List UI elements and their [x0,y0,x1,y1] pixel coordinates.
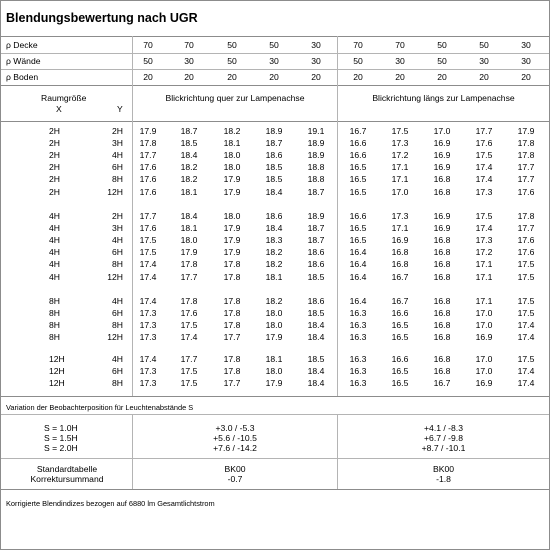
ugr-value: 16.7 [349,126,367,136]
room-y-value: 2H [112,126,123,136]
ugr-value: 16.8 [433,320,451,331]
ugr-value: 18.5 [307,271,325,282]
ugr-value: 16.4 [349,247,367,258]
variation-along-2: +6.7 / -9.8 [424,433,463,443]
ugr-value: 17.8 [517,138,535,149]
ugr-value: 17.7 [180,354,198,364]
ugr-value: 17.7 [517,162,535,173]
ugr-value: 17.7 [475,126,493,136]
ugr-value: 16.8 [433,247,451,258]
ugr-value: 16.5 [349,162,367,173]
ugr-value: 18.6 [307,296,325,306]
ugr-value: 17.3 [475,186,493,197]
room-x-value: 4H [49,211,60,221]
ugr-value: 16.9 [433,150,451,161]
ugr-value: 17.7 [139,211,157,221]
ugr-value: 17.5 [475,211,493,221]
reflectance-value: 30 [311,40,321,50]
room-x-value: 2H [49,186,60,197]
ugr-value: 18.9 [307,211,325,221]
ugr-value: 16.3 [349,378,367,389]
reflectance-value: 50 [353,56,363,66]
ugr-value: 17.3 [139,366,157,377]
ugr-value: 18.1 [223,138,241,149]
room-y-value: 8H [112,378,123,389]
ugr-value: 17.0 [433,126,451,136]
ugr-value: 16.5 [349,223,367,234]
room-y-value: 12H [107,186,123,197]
room-y-value: 8H [112,320,123,331]
ugr-value: 17.3 [139,308,157,319]
variation-bottom-divider [1,458,549,459]
ugr-value: 17.4 [517,332,535,343]
ugr-value: 16.8 [433,235,451,246]
ugr-value: 16.5 [391,378,409,389]
ugr-value: 16.6 [349,138,367,149]
ugr-value: 17.5 [517,296,535,306]
room-y-value: 3H [112,138,123,149]
room-x-value: 2H [49,126,60,136]
ugr-value: 17.8 [139,138,157,149]
ugr-value: 17.4 [139,271,157,282]
ugr-value: 17.6 [475,138,493,149]
ugr-value: 16.7 [391,271,409,282]
reflectance-value: 70 [143,40,153,50]
ugr-value: 18.0 [180,235,198,246]
reflectance-value: 20 [269,72,279,82]
ugr-value: 17.9 [223,223,241,234]
ugr-value: 18.7 [307,235,325,246]
ugr-value: 16.9 [391,235,409,246]
variation-cross-3: +7.6 / -14.2 [213,443,257,453]
ugr-value: 18.5 [265,162,283,173]
reflectance-value: 20 [437,72,447,82]
room-y-value: 12H [107,271,123,282]
ugr-value: 17.4 [475,174,493,185]
table-bottom-divider [1,396,549,397]
ugr-value: 17.5 [391,126,409,136]
ugr-value: 17.8 [223,366,241,377]
ugr-value: 18.7 [180,126,198,136]
reflectance-value: 30 [184,56,194,66]
ugr-value: 18.8 [307,162,325,173]
room-y-value: 12H [107,332,123,343]
variation-s3: S = 2.0H [44,443,78,453]
reflectance-row-label: ρ Decke [6,40,38,50]
ugr-value: 16.5 [349,186,367,197]
correction-label: Korrektursummand [30,474,104,484]
reflectance-value: 20 [311,72,321,82]
ugr-value: 17.5 [517,354,535,364]
ugr-value: 17.4 [475,223,493,234]
ugr-value: 17.1 [475,271,493,282]
ugr-value: 16.3 [349,332,367,343]
room-x-value: 2H [49,138,60,149]
ugr-value: 16.8 [391,259,409,270]
ugr-value: 18.7 [307,223,325,234]
ugr-value: 17.4 [139,354,157,364]
ugr-value: 17.7 [517,223,535,234]
ugr-value: 18.4 [265,186,283,197]
reflectance-row-label: ρ Boden [6,72,39,82]
ugr-value: 17.4 [517,378,535,389]
ugr-value: 16.5 [391,332,409,343]
ugr-value: 17.2 [391,150,409,161]
footnote: Korrigierte Blendindizes bezogen auf 6880 lm Gesamtlichtstrom [6,499,215,508]
ugr-value: 17.4 [139,296,157,306]
page-title: Blendungsbewertung nach UGR [6,11,198,25]
reflectance-value: 20 [143,72,153,82]
ugr-value: 17.4 [475,162,493,173]
ugr-value: 16.8 [433,366,451,377]
reflectance-value: 70 [353,40,363,50]
ugr-value: 18.1 [180,223,198,234]
ugr-value: 18.6 [307,259,325,270]
ugr-value: 17.5 [475,150,493,161]
ugr-value: 17.0 [391,186,409,197]
room-x-value: 4H [49,223,60,234]
ugr-value: 18.7 [265,138,283,149]
room-y-value: 4H [112,296,123,306]
ugr-value: 17.6 [139,186,157,197]
x-label: X [56,104,62,114]
room-x-value: 8H [49,308,60,319]
ugr-value: 18.0 [265,308,283,319]
ugr-value: 17.3 [391,138,409,149]
ugr-value: 18.8 [307,174,325,185]
ugr-value: 17.8 [517,211,535,221]
ugr-value: 18.9 [307,150,325,161]
ugr-value: 17.3 [391,211,409,221]
standard-cross-correction: -0.7 [227,474,243,484]
ugr-value: 17.7 [223,378,241,389]
ugr-value: 18.5 [307,308,325,319]
variation-cross-1: +3.0 / -5.3 [215,423,255,433]
ugr-value: 16.3 [349,366,367,377]
ugr-value: 16.9 [433,211,451,221]
ugr-value: 18.1 [265,354,283,364]
reflectance-value: 20 [227,72,237,82]
ugr-value: 17.8 [180,296,198,306]
variation-divider [1,414,549,415]
ugr-value: 18.5 [307,354,325,364]
variation-s1: S = 1.0H [44,423,78,433]
ugr-value: 16.6 [349,211,367,221]
ugr-value: 17.9 [139,126,157,136]
ugr-value: 18.7 [307,186,325,197]
reflectance-value: 70 [184,40,194,50]
ugr-value: 16.5 [349,174,367,185]
ugr-value: 17.6 [180,308,198,319]
ugr-value: 16.7 [433,378,451,389]
ugr-value: 17.4 [180,332,198,343]
ugr-value: 16.8 [433,186,451,197]
ugr-value: 18.4 [180,150,198,161]
variation-label: Variation der Beobachterposition für Leuchtenabstände S [6,403,194,412]
reflectance-value: 50 [227,40,237,50]
reflectance-value: 20 [353,72,363,82]
ugr-value: 17.1 [391,223,409,234]
ugr-value: 17.1 [475,259,493,270]
ugr-value: 18.4 [307,378,325,389]
ugr-value: 17.6 [517,247,535,258]
reflectance-value: 50 [437,40,447,50]
ugr-value: 18.0 [223,162,241,173]
ugr-value: 18.2 [265,259,283,270]
standard-along-correction: -1.8 [436,474,451,484]
standard-table-label: Standardtabelle [36,464,98,474]
ugr-value: 17.9 [223,174,241,185]
ugr-value: 16.7 [391,296,409,306]
room-y-value: 6H [112,308,123,319]
ugr-value: 17.4 [139,259,157,270]
ugr-value: 17.6 [139,162,157,173]
ugr-value: 18.4 [265,223,283,234]
ugr-value: 18.4 [307,366,325,377]
ugr-value: 16.5 [391,320,409,331]
room-y-value: 4H [112,354,123,364]
ugr-value: 16.9 [433,138,451,149]
ugr-value: 16.6 [391,308,409,319]
ugr-value: 17.3 [139,332,157,343]
room-y-value: 2H [112,211,123,221]
ugr-value: 17.3 [139,378,157,389]
reflectance-value: 30 [479,56,489,66]
reflectance-row-label: ρ Wände [6,56,41,66]
ugr-value: 17.9 [180,247,198,258]
variation-s2: S = 1.5H [44,433,78,443]
ugr-value: 17.8 [223,259,241,270]
variation-cross-2: +5.6 / -10.5 [213,433,257,443]
ugr-value: 17.5 [517,259,535,270]
ugr-value: 17.8 [223,354,241,364]
reflectance-value: 50 [479,40,489,50]
standard-bottom-divider [1,489,549,490]
reflectance-value: 50 [143,56,153,66]
room-x-value: 4H [49,235,60,246]
ugr-value: 16.3 [349,354,367,364]
ugr-value: 17.5 [139,235,157,246]
standard-cross-table: BK00 [224,464,246,474]
ugr-value: 18.6 [265,150,283,161]
reflectance-value: 20 [184,72,194,82]
ugr-value: 17.5 [180,366,198,377]
ugr-value: 18.1 [265,271,283,282]
reflectance-value: 20 [395,72,405,82]
room-x-value: 8H [49,320,60,331]
ugr-value: 17.7 [139,150,157,161]
room-x-value: 2H [49,162,60,173]
room-size-label: Raumgröße [41,93,87,103]
ugr-value: 18.6 [307,247,325,258]
ugr-value: 16.8 [433,354,451,364]
ugr-value: 18.0 [265,366,283,377]
standard-along-table: BK00 [432,464,455,474]
ugr-value: 16.9 [475,332,493,343]
ugr-value: 18.0 [223,211,241,221]
ugr-value: 17.0 [475,320,493,331]
room-x-value: 4H [49,247,60,258]
ugr-value: 17.5 [517,271,535,282]
ugr-value: 16.8 [433,296,451,306]
ugr-value: 17.0 [475,354,493,364]
ugr-value: 18.0 [265,320,283,331]
reflectance-value: 30 [269,56,279,66]
ugr-value: 17.9 [265,378,283,389]
ugr-value: 17.2 [475,247,493,258]
ugr-value: 16.3 [349,308,367,319]
variation-along-1: +4.1 / -8.3 [424,423,463,433]
ugr-value: 17.1 [391,174,409,185]
ugr-value: 17.5 [517,308,535,319]
ugr-value: 18.4 [180,211,198,221]
ugr-value: 17.6 [517,186,535,197]
ugr-value: 17.0 [475,366,493,377]
ugr-value: 17.4 [517,320,535,331]
ugr-value: 18.0 [223,150,241,161]
ugr-value: 17.7 [180,271,198,282]
reflectance-value: 70 [395,40,405,50]
ugr-value: 19.1 [307,126,325,136]
header-divider [1,121,549,122]
ugr-value: 16.6 [391,354,409,364]
room-x-value: 12H [49,366,65,377]
ugr-value: 17.9 [223,186,241,197]
ugr-value: 18.2 [223,126,241,136]
ugr-value: 17.8 [223,308,241,319]
row-divider [1,85,549,86]
ugr-value: 18.5 [265,174,283,185]
reflectance-value: 50 [269,40,279,50]
ugr-value: 18.5 [180,138,198,149]
row-divider [1,53,549,54]
ugr-value: 17.1 [391,162,409,173]
ugr-value: 17.8 [223,320,241,331]
ugr-value: 17.9 [223,247,241,258]
reflectance-value: 30 [521,56,531,66]
room-y-value: 4H [112,150,123,161]
ugr-value: 16.8 [391,247,409,258]
reflectance-value: 30 [521,40,531,50]
room-x-value: 12H [49,378,65,389]
room-y-value: 6H [112,247,123,258]
ugr-value: 17.9 [265,332,283,343]
reflectance-value: 20 [521,72,531,82]
reflectance-value: 30 [395,56,405,66]
ugr-value: 17.8 [223,271,241,282]
row-divider [1,69,549,70]
ugr-value: 16.8 [433,271,451,282]
room-y-value: 4H [112,235,123,246]
ugr-value: 18.4 [307,320,325,331]
ugr-value: 18.2 [265,247,283,258]
along-direction-label: Blickrichtung längs zur Lampenachse [372,93,515,103]
ugr-value: 17.6 [517,235,535,246]
ugr-value: 16.8 [433,259,451,270]
ugr-value: 18.4 [307,332,325,343]
ugr-value: 16.5 [349,235,367,246]
column-divider-mid [337,36,338,396]
reflectance-value: 50 [437,56,447,66]
ugr-value: 18.9 [265,126,283,136]
cross-direction-label: Blickrichtung quer zur Lampenachse [165,93,305,103]
ugr-value: 18.9 [307,138,325,149]
ugr-value: 17.6 [139,223,157,234]
room-x-value: 2H [49,174,60,185]
ugr-value: 17.7 [517,174,535,185]
reflectance-value: 30 [311,56,321,66]
ugr-value: 16.9 [433,162,451,173]
ugr-value: 17.5 [139,247,157,258]
y-label: Y [117,104,123,114]
room-x-value: 4H [49,259,60,270]
ugr-value: 18.6 [265,211,283,221]
ugr-value: 16.8 [433,174,451,185]
ugr-value: 17.7 [223,332,241,343]
ugr-value: 16.9 [433,223,451,234]
ugr-value: 16.5 [391,366,409,377]
ugr-value: 16.8 [433,332,451,343]
ugr-value: 17.6 [139,174,157,185]
room-x-value: 12H [49,354,65,364]
ugr-value: 17.5 [180,378,198,389]
ugr-value: 17.8 [223,296,241,306]
ugr-value: 18.2 [265,296,283,306]
room-x-value: 4H [49,271,60,282]
ugr-value: 16.6 [349,150,367,161]
ugr-value: 17.4 [517,366,535,377]
ugr-value: 17.9 [223,235,241,246]
room-y-value: 8H [112,174,123,185]
ugr-value: 18.2 [180,174,198,185]
room-x-value: 8H [49,332,60,343]
title-divider [1,36,549,37]
ugr-value: 18.3 [265,235,283,246]
room-y-value: 6H [112,366,123,377]
ugr-value: 17.9 [517,126,535,136]
ugr-value: 17.3 [139,320,157,331]
reflectance-value: 20 [479,72,489,82]
ugr-value: 17.3 [475,235,493,246]
ugr-value: 17.0 [475,308,493,319]
ugr-value: 16.3 [349,320,367,331]
ugr-value: 16.4 [349,296,367,306]
reflectance-value: 50 [227,56,237,66]
room-y-value: 6H [112,162,123,173]
ugr-value: 16.4 [349,271,367,282]
room-x-value: 2H [49,150,60,161]
ugr-value: 17.5 [180,320,198,331]
ugr-value: 18.1 [180,186,198,197]
room-y-value: 8H [112,259,123,270]
ugr-value: 16.9 [475,378,493,389]
ugr-value: 17.8 [517,150,535,161]
ugr-value: 16.8 [433,308,451,319]
room-x-value: 8H [49,296,60,306]
room-y-value: 3H [112,223,123,234]
ugr-value: 16.4 [349,259,367,270]
ugr-value: 18.2 [180,162,198,173]
ugr-value: 17.1 [475,296,493,306]
ugr-value: 17.8 [180,259,198,270]
variation-along-3: +8.7 / -10.1 [421,443,466,453]
